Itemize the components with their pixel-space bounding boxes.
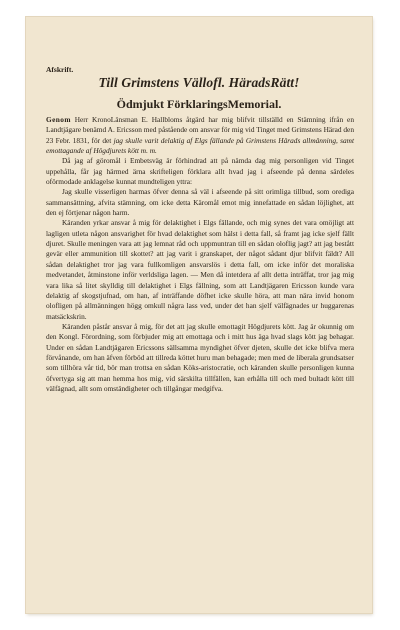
paragraph-3: Jag skulle visserligen harmas öfver denna så väl i afseende på sitt orimliga tillbud, som orediga sammansättning, afvita stämning, om icke detta Käromål emot mig innefattade en sådan löjlighet, att den ej förtjenar någon harm.	[46, 187, 354, 218]
document-subtitle: Ödmjukt FörklaringsMemorial.	[116, 97, 282, 111]
document-label: Afskrift.	[46, 65, 74, 74]
document-body	[46, 115, 354, 394]
paragraph-1	[46, 115, 354, 156]
paragraph-1-italic: jag skulle varit delaktig af Elgs fällande på Grimstens Härads allmänning, samt emottagande af Högdjurets kött m. m.	[46, 135, 354, 156]
paragraph-2: Då jag af göromål i Embetsväg är förhindrad att på nämda dag mig personligen vid Tinget uppehålla, får jag härmed ärna skrifteligen förklara allt hvad jag i afseende på denna särdeles oförmodade anklagelse kunnat mundteligen yttra:	[46, 156, 354, 187]
paragraph-4: Käranden yrkar ansvar å mig för delaktighet i Elgs fällande, och mig synes det vara omöjligt att lagligen utleta någon ansvarighet för hvad delaktighet som hälst i detta fall, så framt jag icke sjelf fällt djuret. Skulle meningen vara att jag lemnat råd och uppmuntran till en sådan oloflig jagt? att jag bestått gevär eller ammunition till skottet? att jag varit i granskapet, der något sådant djur blifvit fäldt? All sådan delaktighet tror jag vara fullkomligen ansvarslös i detta fall, om icke inför det moraliska medvetandet, åtminstone inför verldsliga lagen. — Men då intetdera af allt detta inträffat, tror jag mig vara lika så litet skylldig till delaktighet i Elgs fällning, som att Landtjägaren Ericsson kunde vara delaktig af skogstjufnad, om han, af inträffande döfhet icke skulle höra, att man nära invid honom olofligen på allmänningen högg omkull några lass ved, under det han sjelf välfägnades ur huggarenas matsäckskrin.	[46, 218, 354, 321]
document-page	[26, 17, 372, 613]
paragraph-1-dropcap: Genom	[46, 115, 71, 124]
paragraph-5: Käranden påstår ansvar å mig, för det att jag skulle emottagit Högdjurets kött. Jag är okunnig om den Kongl. Förordning, som förbjuder mig att emottaga och i mitt hus äga hvad slags kött jag behagar. Under en sådan Landtjägaren Ericssons sällsamma myndighet öfver djeten, skulle det icke blifva mera förvånande, om han äfven förböd att tillreda köttet huru man behagade; men med de liberala grundsatser som tillhöra vår tid, bör man trottsa en sådan Köks-aristocratie, och käranden skulle personligen kunna öfvertyga sig att man hemma hos mig, vid särskilta tillfällen, kan erhålla till och med bultadt kött till välfägnad, allt som omständigheter och tillgångar medgifva.	[46, 321, 354, 393]
document-title: Till Grimstens Vällofl. HäradsRätt!	[98, 75, 300, 90]
paragraph-1-text-a: Herr KronoLänsman E. Hallbloms åtgärd har mig blifvit tillställd en Stämning ifrån en Landtjägare benämd A. Ericsson med påstående om ansvar för mig vid Tinget med Grimstens Härad den 23 Febr. 1831, för det	[46, 115, 354, 145]
